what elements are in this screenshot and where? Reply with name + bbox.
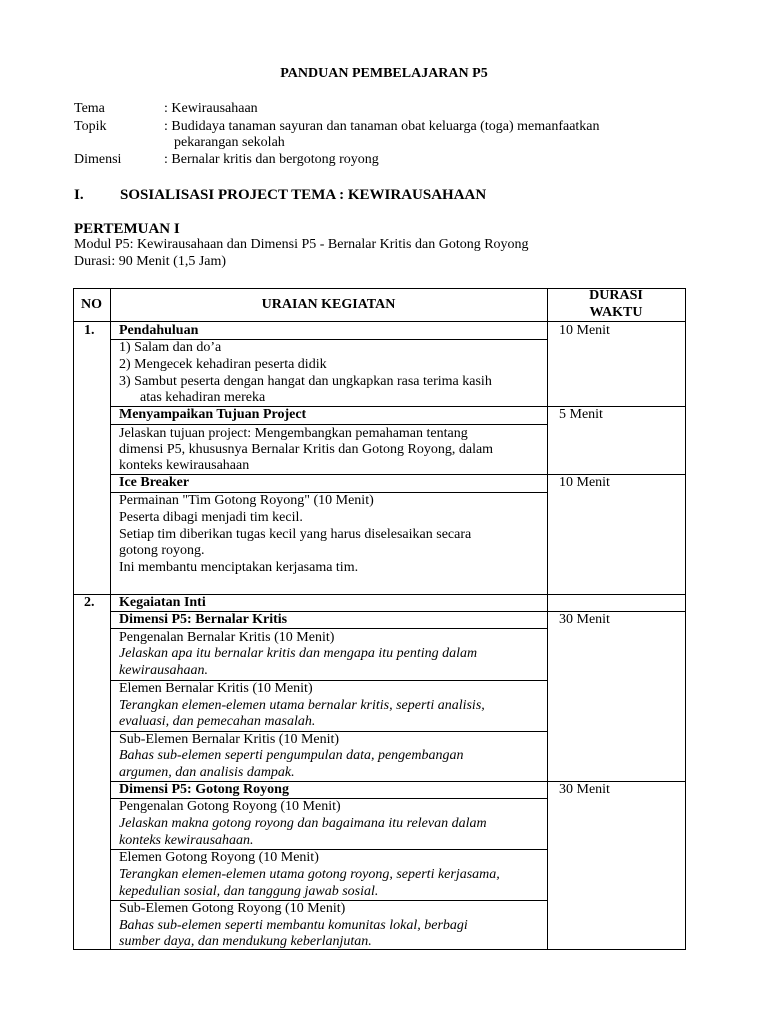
bernalar-block1-line2: kewirausahaan. xyxy=(119,663,209,678)
icebreaker-title: Ice Breaker xyxy=(119,475,190,490)
gotong-block2-heading: Elemen Gotong Royong (10 Menit) xyxy=(119,850,319,865)
document-title: PANDUAN PEMBELAJARAN P5 xyxy=(280,66,488,81)
tema-label: Tema xyxy=(74,101,105,116)
section-heading xyxy=(74,187,486,203)
gotong-duration: 30 Menit xyxy=(559,782,610,797)
pendahuluan-duration: 10 Menit xyxy=(559,323,610,338)
dimensi-value: : Bernalar kritis dan bergotong royong xyxy=(164,152,379,167)
tujuan-line-3: konteks kewirausahaan xyxy=(119,458,250,473)
dimensi-label: Dimensi xyxy=(74,152,122,167)
row2-number: 2. xyxy=(84,595,95,610)
pendahuluan-item-3: 3) Sambut peserta dengan hangat dan ungkapkan rasa terima kasih xyxy=(119,374,492,389)
bernalar-block1-line1: Jelaskan apa itu bernalar kritis dan mengapa itu penting dalam xyxy=(119,646,478,661)
tujuan-line-1: Jelaskan tujuan project: Mengembangkan pemahaman tentang xyxy=(119,426,468,441)
gotong-title: Dimensi P5: Gotong Royong xyxy=(119,782,289,797)
icebreaker-line-3: Setiap tim diberikan tugas kecil yang harus diselesaikan secara xyxy=(119,527,472,542)
bernalar-duration: 30 Menit xyxy=(559,612,610,627)
icebreaker-line-2: Peserta dibagi menjadi tim kecil. xyxy=(119,510,303,525)
gotong-block1-heading: Pengenalan Gotong Royong (10 Menit) xyxy=(119,799,341,814)
bernalar-block2-line2: evaluasi, dan pemecahan masalah. xyxy=(119,714,316,729)
bernalar-block2-line1: Terangkan elemen-elemen utama bernalar kritis, seperti analisis, xyxy=(119,698,485,713)
topik-value-line1: : Budidaya tanaman sayuran dan tanaman obat keluarga (toga) memanfaatkan xyxy=(164,119,600,134)
topik-value xyxy=(164,119,724,151)
section-title: SOSIALISASI PROJECT TEMA : KEWIRAUSAHAAN xyxy=(120,187,487,203)
tujuan-duration: 5 Menit xyxy=(559,407,603,422)
meeting-title: PERTEMUAN I xyxy=(74,221,180,237)
bernalar-title: Dimensi P5: Bernalar Kritis xyxy=(119,612,288,627)
row1-number: 1. xyxy=(84,323,95,338)
header-no: NO xyxy=(81,297,102,312)
icebreaker-line-4: gotong royong. xyxy=(119,543,205,558)
bernalar-block2-heading: Elemen Bernalar Kritis (10 Menit) xyxy=(119,681,313,696)
tujuan-title: Menyampaikan Tujuan Project xyxy=(119,407,307,422)
topik-value-line2: pekarangan sekolah xyxy=(174,135,285,150)
meeting-durasi: Durasi: 90 Menit (1,5 Jam) xyxy=(74,254,227,269)
pendahuluan-item-3-cont: atas kehadiran mereka xyxy=(140,390,266,405)
header-durasi-line1: DURASI xyxy=(589,288,643,303)
kegiatan-inti-title: Kegaiatan Inti xyxy=(119,595,206,610)
activity-table xyxy=(73,288,686,950)
gotong-block3-line1: Bahas sub-elemen seperti membantu komunitas lokal, berbagi xyxy=(119,918,468,933)
pendahuluan-item-2: 2) Mengecek kehadiran peserta didik xyxy=(119,357,327,372)
pendahuluan-title: Pendahuluan xyxy=(119,323,199,338)
gotong-block3-line2: sumber daya, dan mendukung keberlanjutan. xyxy=(119,934,372,949)
bernalar-block3-line1: Bahas sub-elemen seperti pengumpulan data, pengembangan xyxy=(119,748,464,763)
section-number: I. xyxy=(74,187,84,203)
gotong-block2-line2: kepedulian sosial, dan tanggung jawab sosial. xyxy=(119,884,379,899)
bernalar-block3-heading: Sub-Elemen Bernalar Kritis (10 Menit) xyxy=(119,732,340,747)
gotong-block2-line1: Terangkan elemen-elemen utama gotong royong, seperti kerjasama, xyxy=(119,867,500,882)
icebreaker-duration: 10 Menit xyxy=(559,475,610,490)
tujuan-line-2: dimensi P5, khususnya Bernalar Kritis dan Gotong Royong, dalam xyxy=(119,442,494,457)
bernalar-block1-heading: Pengenalan Bernalar Kritis (10 Menit) xyxy=(119,630,335,645)
gotong-block3-heading: Sub-Elemen Gotong Royong (10 Menit) xyxy=(119,901,346,916)
bernalar-block3-line2: argumen, dan analisis dampak. xyxy=(119,765,295,780)
header-uraian: URAIAN KEGIATAN xyxy=(261,297,396,312)
gotong-block1-line2: konteks kewirausahaan. xyxy=(119,833,254,848)
icebreaker-line-1: Permainan "Tim Gotong Royong" (10 Menit) xyxy=(119,493,374,508)
meeting-modul: Modul P5: Kewirausahaan dan Dimensi P5 - Bernalar Kritis dan Gotong Royong xyxy=(74,237,529,252)
icebreaker-line-5: Ini membantu menciptakan kerjasama tim. xyxy=(119,560,359,575)
header-durasi-line2: WAKTU xyxy=(589,305,643,320)
tema-value: : Kewirausahaan xyxy=(164,101,258,116)
gotong-block1-line1: Jelaskan makna gotong royong dan bagaimana itu relevan dalam xyxy=(119,816,487,831)
topik-label: Topik xyxy=(74,119,107,134)
pendahuluan-item-1: 1) Salam dan do’a xyxy=(119,340,222,355)
